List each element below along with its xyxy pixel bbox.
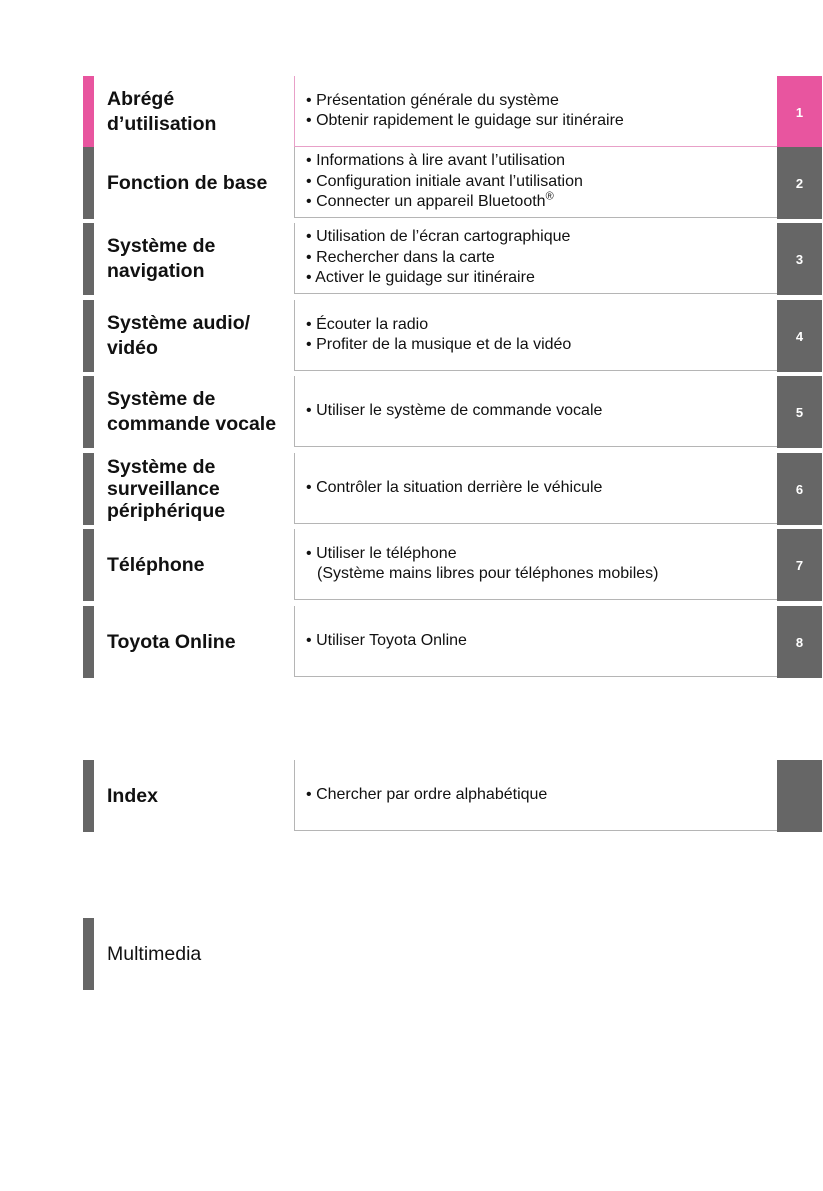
- bullet: •: [306, 172, 312, 190]
- chapter-4-row[interactable]: [0, 300, 823, 372]
- chapter-marker: [83, 300, 94, 372]
- contents-item-text: Présentation générale du système: [316, 91, 559, 109]
- contents-item[interactable]: [306, 335, 777, 356]
- chapter-title-line: navigation: [107, 260, 205, 282]
- chapter-number: 5: [795, 404, 804, 420]
- chapter-title-line: Système de: [107, 235, 216, 257]
- chapter-7-row[interactable]: [0, 529, 823, 601]
- chapter-1-row[interactable]: [0, 76, 823, 148]
- chapter-tab[interactable]: [777, 223, 822, 295]
- index-title[interactable]: [107, 760, 292, 832]
- chapter-tab[interactable]: [777, 76, 822, 148]
- chapter-contents: [294, 223, 777, 294]
- contents-item[interactable]: [306, 227, 777, 248]
- chapter-5-row[interactable]: [0, 376, 823, 448]
- index-title-text: Index: [107, 784, 158, 807]
- chapter-title-line: Toyota Online: [107, 630, 236, 653]
- contents-item[interactable]: [306, 401, 777, 422]
- contents-item[interactable]: [306, 785, 777, 806]
- chapter-title-line: Fonction de base: [107, 171, 268, 194]
- chapter-tab[interactable]: [777, 529, 822, 601]
- contents-item-text: Activer le guidage sur itinéraire: [315, 269, 535, 287]
- registered-trademark-mark: ®: [545, 190, 554, 203]
- contents-item-text: Utiliser le téléphone: [316, 544, 457, 562]
- bullet: •: [306, 336, 312, 353]
- chapter-marker: [83, 376, 94, 448]
- contents-item-continuation[interactable]: (Système mains libres pour téléphones mobiles): [317, 565, 659, 582]
- chapter-title[interactable]: [107, 223, 292, 295]
- contents-item[interactable]: [306, 631, 777, 652]
- contents-item-text: Rechercher dans la carte: [316, 248, 495, 266]
- contents-item-text: Contrôler la situation derrière le véhicule: [316, 478, 603, 496]
- chapter-marker: [83, 453, 94, 525]
- chapter-title-line: commande vocale: [107, 413, 277, 435]
- contents-item[interactable]: [306, 91, 777, 112]
- chapter-8-row[interactable]: [0, 606, 823, 678]
- chapter-title[interactable]: [107, 76, 292, 148]
- chapter-title-line: Système audio/: [107, 312, 251, 334]
- chapter-marker: [83, 147, 94, 219]
- bullet: •: [306, 112, 312, 129]
- contents-item-text: Obtenir rapidement le guidage sur itinéraire: [316, 112, 624, 129]
- chapter-3-row[interactable]: [0, 223, 823, 295]
- chapter-marker: [83, 606, 94, 678]
- contents-item[interactable]: [306, 268, 777, 289]
- chapter-contents: [294, 300, 777, 371]
- bullet: •: [306, 401, 312, 419]
- bullet: •: [306, 152, 312, 170]
- chapter-contents: [294, 376, 777, 447]
- contents-item[interactable]: [306, 192, 777, 213]
- chapter-number: 8: [795, 634, 804, 650]
- chapter-title[interactable]: [107, 606, 292, 678]
- multimedia-label: Multimedia: [107, 942, 202, 965]
- index-tab[interactable]: [777, 760, 822, 832]
- chapter-contents: [294, 76, 777, 147]
- chapter-number: 7: [795, 557, 804, 573]
- contents-item[interactable]: [306, 172, 777, 193]
- bullet: •: [306, 193, 312, 211]
- chapter-tab[interactable]: [777, 147, 822, 219]
- chapter-number: 1: [795, 104, 804, 120]
- chapter-marker: [83, 760, 94, 832]
- contents-item-text: Écouter la radio: [316, 315, 429, 333]
- contents-item[interactable]: [306, 315, 777, 336]
- chapter-title[interactable]: [107, 300, 292, 372]
- contents-item-text: Connecter un appareil Bluetooth: [316, 193, 546, 211]
- section-marker: [83, 918, 94, 990]
- chapter-contents: [294, 606, 777, 677]
- chapter-number: 2: [795, 175, 804, 191]
- bullet: •: [306, 544, 312, 562]
- contents-item-text: Utiliser le système de commande vocale: [316, 401, 603, 419]
- chapter-title-line: vidéo: [107, 337, 158, 359]
- bullet: •: [306, 269, 312, 287]
- chapter-title-line: périphérique: [107, 500, 226, 522]
- chapter-contents: [294, 529, 777, 600]
- contents-item[interactable]: [306, 151, 777, 172]
- chapter-tab[interactable]: [777, 300, 822, 372]
- bullet: •: [306, 478, 312, 496]
- chapter-2-row[interactable]: [0, 147, 823, 219]
- chapter-tab[interactable]: [777, 376, 822, 448]
- contents-item-text: Profiter de la musique et de la vidéo: [316, 336, 572, 353]
- chapter-6-row[interactable]: [0, 453, 823, 525]
- contents-item-text: Utiliser Toyota Online: [316, 631, 467, 649]
- chapter-title[interactable]: [107, 529, 292, 601]
- contents-item-text: Informations à lire avant l’utilisation: [316, 152, 566, 170]
- chapter-tab[interactable]: [777, 453, 822, 525]
- contents-item[interactable]: [306, 248, 777, 269]
- contents-item-text: Utilisation de l’écran cartographique: [316, 228, 571, 246]
- chapter-title[interactable]: [107, 147, 292, 219]
- chapter-title-line: surveillance: [107, 478, 220, 500]
- chapter-number: 6: [795, 481, 804, 497]
- chapter-contents: [294, 453, 777, 524]
- bullet: •: [306, 91, 312, 109]
- chapter-marker: [83, 223, 94, 295]
- bullet: •: [306, 315, 312, 333]
- contents-item-text: Configuration initiale avant l’utilisation: [316, 172, 583, 190]
- chapter-tab[interactable]: [777, 606, 822, 678]
- chapter-marker: [83, 76, 94, 148]
- contents-item-text: Chercher par ordre alphabétique: [316, 785, 548, 803]
- chapter-title[interactable]: [107, 453, 292, 525]
- chapter-title[interactable]: [107, 376, 292, 448]
- contents-item[interactable]: [306, 478, 777, 499]
- bullet: •: [306, 785, 312, 803]
- contents-item[interactable]: [306, 111, 777, 132]
- chapter-marker: [83, 529, 94, 601]
- chapter-title-line: Système de: [107, 388, 216, 410]
- chapter-number: 4: [795, 328, 804, 344]
- chapter-contents: [294, 147, 777, 218]
- chapter-title-line: d’utilisation: [107, 113, 217, 135]
- chapter-number: 3: [795, 251, 804, 267]
- contents-item[interactable]: [306, 544, 777, 565]
- chapter-title-line: Téléphone: [107, 553, 205, 576]
- chapter-title-line: Système de: [107, 456, 216, 478]
- chapter-title-line: Abrégé: [107, 88, 175, 110]
- bullet: •: [306, 248, 312, 266]
- index-contents: [294, 760, 777, 831]
- bullet: •: [306, 631, 312, 649]
- bullet: •: [306, 228, 312, 246]
- index-row[interactable]: [0, 760, 823, 832]
